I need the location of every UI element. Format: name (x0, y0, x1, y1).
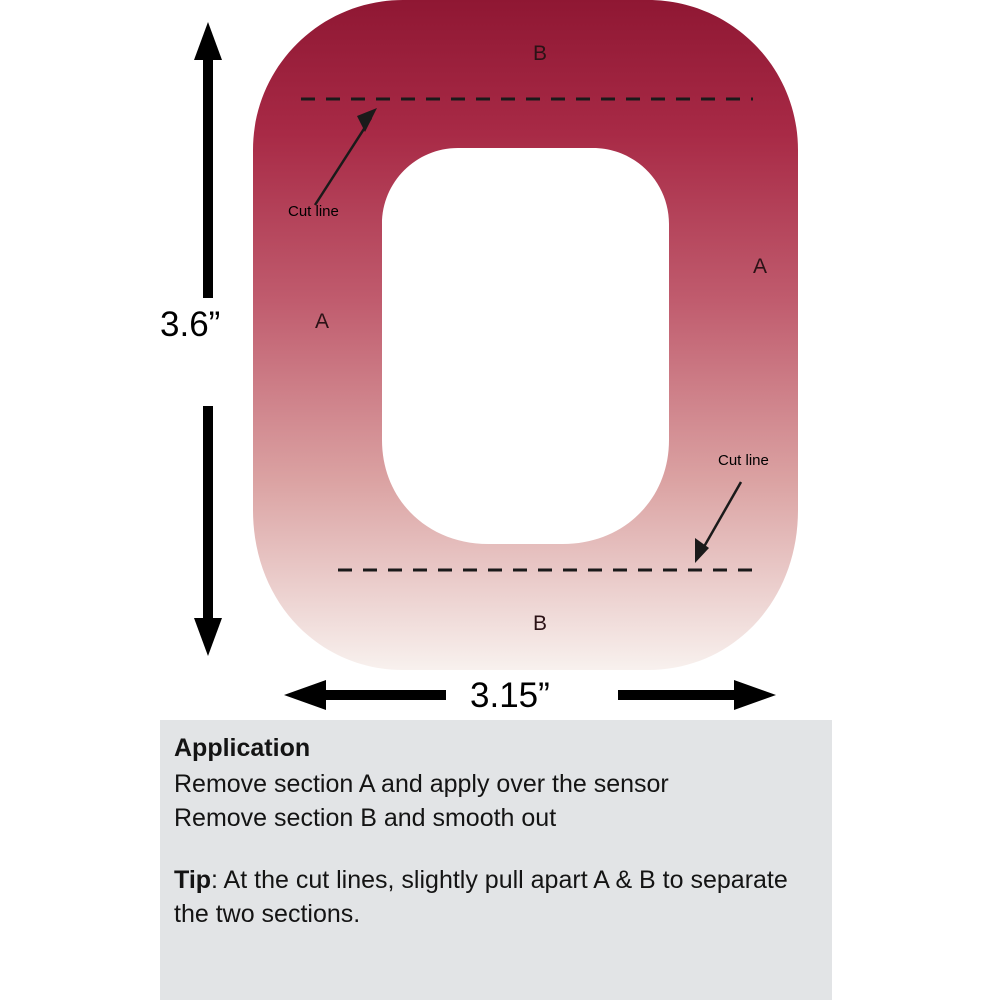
panel-title: Application (174, 734, 311, 762)
panel-line-1: Remove section A and apply over the sensor (174, 770, 669, 798)
region-label-a-right: A (753, 255, 768, 278)
region-label-b-bottom: B (533, 612, 548, 635)
panel-tip (174, 863, 818, 931)
panel-line-2: Remove section B and smooth out (174, 804, 557, 832)
region-label-a-left: A (315, 310, 330, 333)
panel-tip-text: : At the cut lines, slightly pull apart A & B to separate the two sections. (174, 866, 788, 928)
cut-line-bottom-label: Cut line (718, 452, 769, 469)
height-dimension-label: 3.6” (160, 305, 221, 344)
region-label-b-top: B (533, 42, 548, 65)
cut-line-top-label: Cut line (288, 203, 339, 220)
width-dimension-label: 3.15” (470, 676, 550, 715)
panel-tip-label: Tip (174, 866, 212, 894)
application-panel (160, 720, 832, 1000)
patch-illustration (253, 0, 798, 680)
